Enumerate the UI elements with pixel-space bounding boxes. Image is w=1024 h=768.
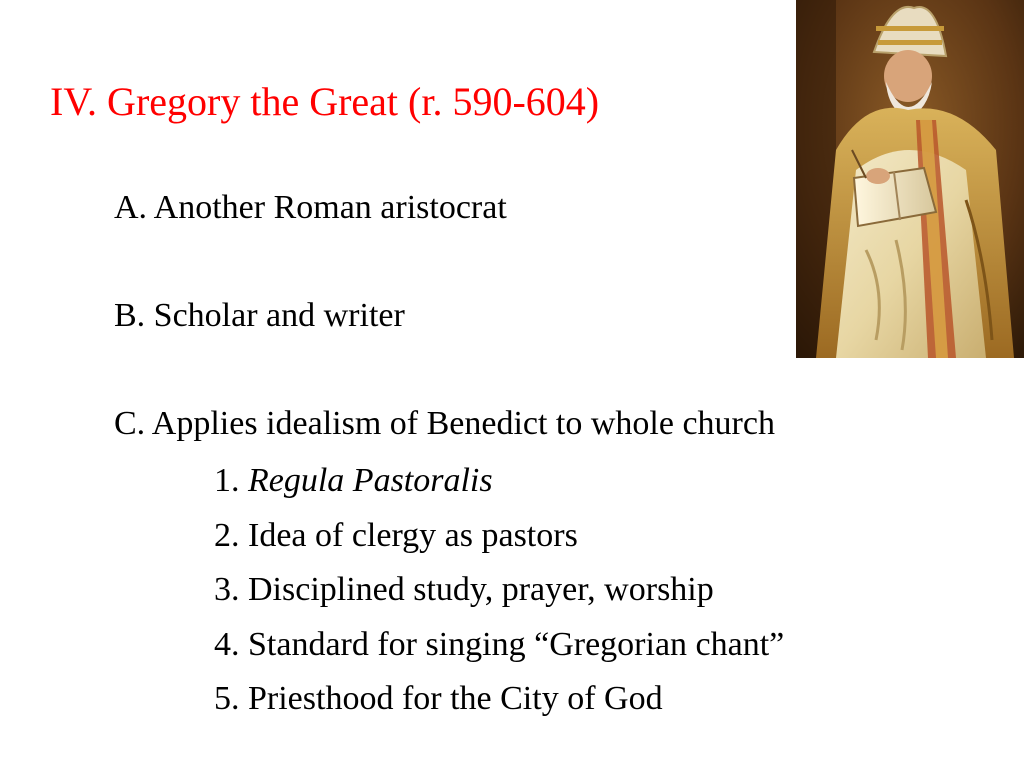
- subpoint-5: 5. Priesthood for the City of God: [214, 680, 663, 717]
- subpoint-2: 2. Idea of clergy as pastors: [214, 517, 578, 554]
- subpoint-1-number: 1.: [214, 462, 248, 499]
- subpoint-1: [214, 459, 493, 503]
- portrait-painting: [796, 0, 1024, 358]
- point-c: C. Applies idealism of Benedict to whole church: [114, 405, 775, 442]
- subpoint-4: 4. Standard for singing “Gregorian chant”: [214, 626, 785, 663]
- point-b: B. Scholar and writer: [114, 297, 405, 334]
- subpoint-1-title: Regula Pastoralis: [248, 462, 493, 499]
- subpoint-3: 3. Disciplined study, prayer, worship: [214, 571, 714, 608]
- slide-title: IV. Gregory the Great (r. 590-604): [50, 79, 600, 124]
- gregory-portrait-image: [796, 0, 1024, 358]
- point-a: A. Another Roman aristocrat: [114, 189, 507, 226]
